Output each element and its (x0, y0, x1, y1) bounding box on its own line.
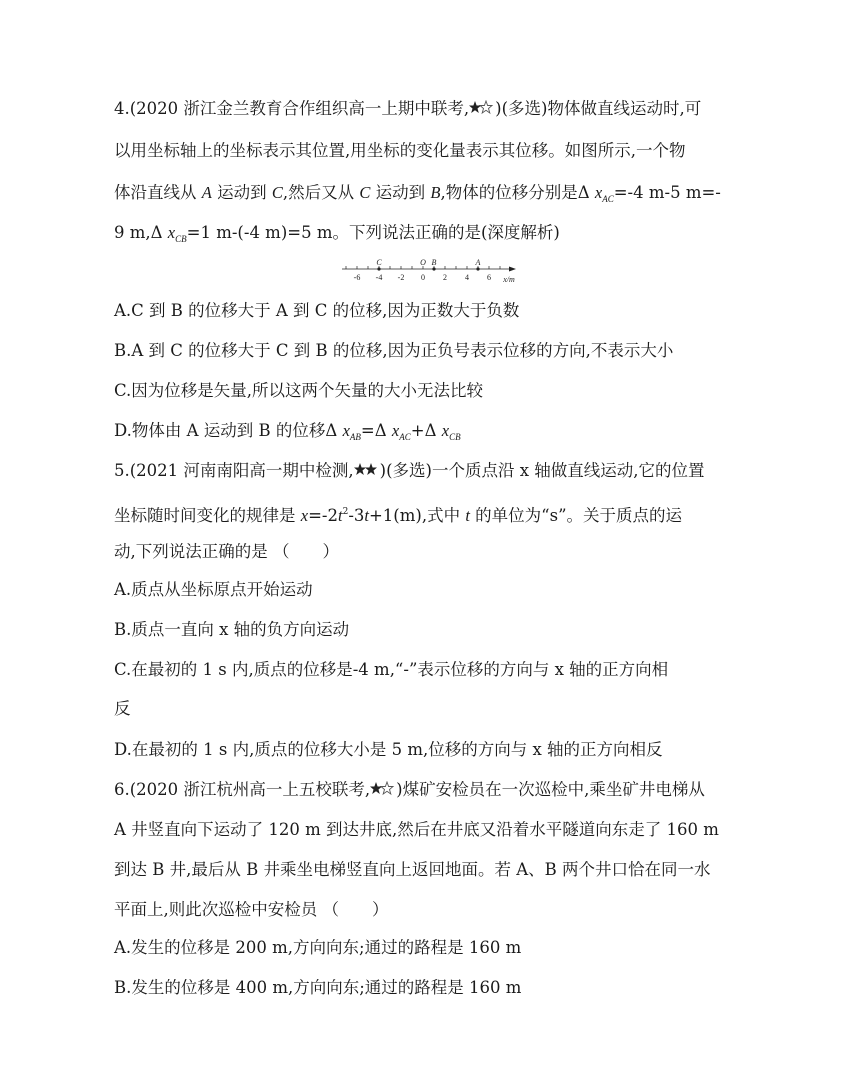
tick-label: -2 (397, 273, 405, 282)
tick-label: 0 (421, 273, 425, 282)
q5-option-c-cont: 反 (114, 699, 131, 718)
difficulty-stars-icon (370, 781, 396, 797)
point-label-c: C (376, 258, 382, 267)
tick-label: 6 (487, 273, 491, 282)
difficulty-stars-icon (469, 100, 495, 116)
axis-unit-label: x/m (503, 275, 515, 284)
q5-option-b[interactable]: B.质点一直向 x 轴的负方向运动 (114, 620, 350, 639)
tick-label: -4 (375, 273, 383, 282)
q4-option-d[interactable]: D.物体由 A 运动到 B 的位移Δ $x_{AB}=\Delta$ $x_{AC}+\Delta$ $x_{CB}$ (114, 421, 461, 442)
q6-option-b[interactable]: B.发生的位移是 400 m,方向向东;通过的路程是 160 m (114, 978, 522, 997)
q4-line-2: 以用坐标轴上的坐标表示其位置,用坐标的变化量表示其位移。如图所示,一个物 (114, 141, 686, 160)
q4-option-b[interactable]: B.A 到 C 的位移大于 C 到 B 的位移,因为正负号表示位移的方向,不表示大小 (114, 341, 674, 360)
coordinate-axis-figure (340, 258, 520, 286)
q5-line-2: 坐标随时间变化的规律是 $x=-2t^2-3t+1(m)$,式中 t 的单位为“s”。关于质点的运 (114, 506, 683, 525)
q5-option-d[interactable]: D.在最初的 1 s 内,质点的位移大小是 5 m,位移的方向与 x 轴的正方向相反 (114, 740, 663, 759)
q4-line-4: 9 m,Δ $x_{CB}=1$ m-(-4 m)=5 m。下列说法正确的是(深度解析) (114, 223, 560, 244)
q6-line-4: 平面上,则此次巡检中安检员 （ ） (114, 900, 389, 919)
q6-source: 6.(2020 浙江杭州高一上五校联考, (114, 780, 371, 799)
q4-line-3: 体沿直线从 A 运动到 C,然后又从 C 运动到 B,物体的位移分别是Δ $x_{AC}=-4$ m-5 m=- (114, 183, 721, 204)
q5-option-c[interactable]: C.在最初的 1 s 内,质点的位移是-4 m,“-”表示位移的方向与 x 轴的正方向相 (114, 660, 669, 679)
q6-line-1: 6.(2020 浙江杭州高一上五校联考, )煤矿安检员在一次巡检中,乘坐矿井电梯从 (114, 780, 705, 799)
tick-label: 4 (465, 273, 469, 282)
difficulty-stars-icon (354, 462, 380, 478)
q4-source: 4.(2020 浙江金兰教育合作组织高一上期中联考, (114, 99, 470, 118)
q4-option-c[interactable]: C.因为位移是矢量,所以这两个矢量的大小无法比较 (114, 381, 484, 400)
q5-line-3: 动,下列说法正确的是 （ ） (114, 542, 339, 561)
point-label-b: B (431, 258, 437, 267)
tick-label: 2 (443, 273, 447, 282)
q4-line-1: 4.(2020 浙江金兰教育合作组织高一上期中联考, )(多选)物体做直线运动时,可 (114, 99, 702, 118)
point-label-o: O (420, 258, 426, 267)
q5-source: 5.(2021 河南南阳高一期中检测, (114, 461, 354, 480)
q5-line-1: 5.(2021 河南南阳高一期中检测, )(多选)一个质点沿 x 轴做直线运动,它的位置 (114, 461, 705, 480)
tick-label: -6 (353, 273, 361, 282)
point-label-a: A (475, 258, 481, 267)
q5-option-a[interactable]: A.质点从坐标原点开始运动 (114, 580, 313, 599)
q6-option-a[interactable]: A.发生的位移是 200 m,方向向东;通过的路程是 160 m (114, 938, 522, 957)
q6-line-2: A 井竖直向下运动了 120 m 到达井底,然后在井底又沿着水平隧道向东走了 160 m (114, 820, 719, 839)
q4-option-a[interactable]: A.C 到 B 的位移大于 A 到 C 的位移,因为正数大于负数 (114, 301, 520, 320)
q6-line-3: 到达 B 井,最后从 B 井乘坐电梯竖直向上返回地面。若 A、B 两个井口恰在同一水 (114, 860, 711, 879)
